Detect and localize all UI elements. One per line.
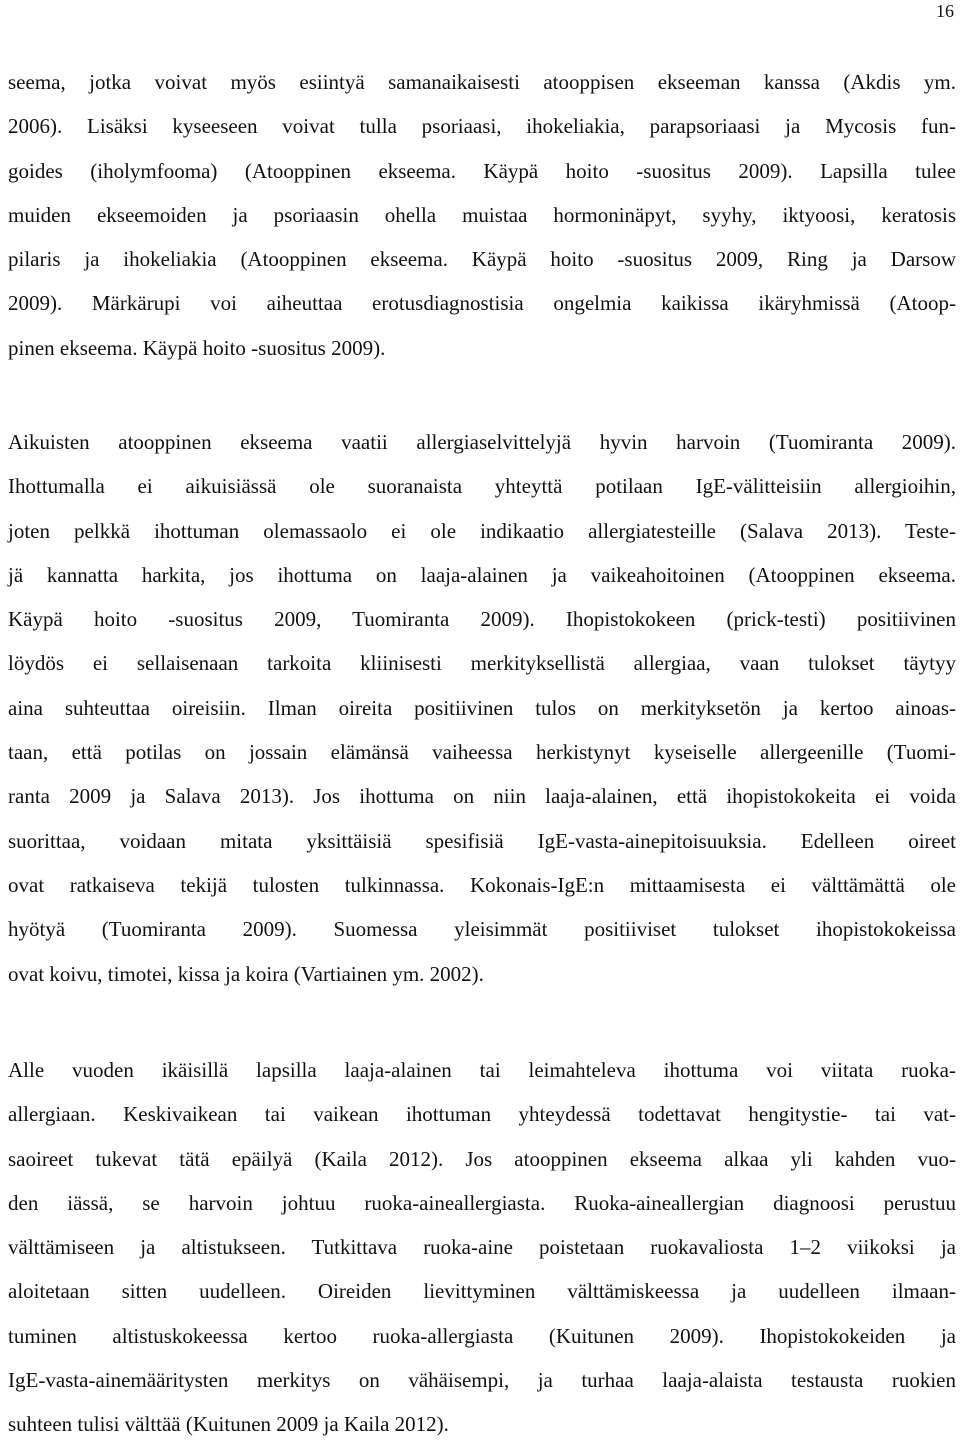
text-line: ovat koivu, timotei, kissa ja koira (Vartiainen ym. 2002). bbox=[8, 961, 484, 986]
page-number: 16 bbox=[936, 1, 954, 21]
text-line: pinen ekseema. Käypä hoito -suositus 2009). bbox=[8, 335, 386, 360]
paragraph-2 bbox=[8, 420, 956, 996]
text-line: Aikuisten atooppinen ekseema vaatii allergiaselvittelyjä hyvin harvoin (Tuomiranta 2009). bbox=[8, 430, 956, 454]
text-line: tuminen altistuskokeessa kertoo ruoka-allergiasta (Kuitunen 2009). Ihopistokokeiden ja bbox=[8, 1323, 956, 1348]
text-line: ovat ratkaiseva tekijä tulosten tulkinnassa. Kokonais-IgE:n mittaamisesta ei välttämättä ole bbox=[8, 872, 956, 897]
text-line: Käypä hoito -suositus 2009, Tuomiranta 2009). Ihopistokokeen (prick-testi) positiivinen bbox=[8, 607, 956, 632]
text-line: IgE-vasta-ainemääritysten merkitys on vähäisempi, ja turhaa laaja-alaista testausta ruokien bbox=[8, 1368, 956, 1393]
text-line: Alle vuoden ikäisillä lapsilla laaja-alainen tai leimahteleva ihottuma voi viitata ruoka- bbox=[8, 1058, 956, 1082]
paragraph-3 bbox=[8, 1048, 956, 1447]
text-line: 2006). Lisäksi kyseeseen voivat tulla psoriaasi, ihokeliakia, parapsoriaasi ja Mycosis fun- bbox=[8, 114, 956, 139]
text-line: joten pelkkä ihottuman olemassaolo ei ole indikaatio allergiatesteille (Salava 2013). Teste- bbox=[8, 518, 956, 543]
text-line: aloitetaan sitten uudelleen. Oireiden lievittyminen välttämiskeessa ja uudelleen ilmaan- bbox=[8, 1279, 956, 1304]
text-line: seema, jotka voivat myös esiintyä samanaikaisesti atooppisen ekseeman kanssa (Akdis ym. bbox=[8, 70, 956, 94]
text-line: suorittaa, voidaan mitata yksittäisiä spesifisiä IgE-vasta-ainepitoisuuksia. Edelleen oireet bbox=[8, 828, 956, 853]
text-line: löydös ei sellaisenaan tarkoita kliinisesti merkityksellistä allergiaa, vaan tulokset täytyy bbox=[8, 651, 956, 676]
text-line: välttämiseen ja altistukseen. Tutkittava ruoka-aine poistetaan ruokavaliosta 1–2 viikoksi ja bbox=[8, 1235, 956, 1260]
paragraph-1 bbox=[8, 60, 956, 370]
text-line: den iässä, se harvoin johtuu ruoka-aineallergiasta. Ruoka-aineallergian diagnoosi perustuu bbox=[8, 1190, 956, 1215]
text-line: Ihottumalla ei aikuisiässä ole suoranaista yhteyttä potilaan IgE-välitteisiin allergioihin, bbox=[8, 474, 956, 499]
text-line: taan, että potilas on jossain elämänsä vaiheessa herkistynyt kyseiselle allergeenille (Tuomi- bbox=[8, 740, 956, 765]
text-line: saoireet tukevat tätä epäilyä (Kaila 2012). Jos atooppinen ekseema alkaa yli kahden vuo- bbox=[8, 1146, 956, 1171]
text-line: hyötyä (Tuomiranta 2009). Suomessa yleisimmät positiiviset tulokset ihopistokokeissa bbox=[8, 917, 956, 942]
text-line: jä kannatta harkita, jos ihottuma on laaja-alainen ja vaikeahoitoinen (Atooppinen ekseema. bbox=[8, 562, 956, 587]
text-line: allergiaan. Keskivaikean tai vaikean ihottuman yhteydessä todettavat hengitystie- tai vat- bbox=[8, 1102, 956, 1127]
text-line: 2009). Märkärupi voi aiheuttaa erotusdiagnostisia ongelmia kaikissa ikäryhmissä (Atoop- bbox=[8, 291, 956, 316]
text-line: aina suhteuttaa oireisiin. Ilman oireita positiivinen tulos on merkityksetön ja kertoo ainoas- bbox=[8, 695, 956, 720]
text-line: muiden ekseemoiden ja psoriaasin ohella muistaa hormoninäpyt, syyhy, iktyoosi, keratosis bbox=[8, 202, 956, 227]
text-line: goides (iholymfooma) (Atooppinen ekseema. Käypä hoito -suositus 2009). Lapsilla tulee bbox=[8, 158, 956, 183]
text-line: suhteen tulisi välttää (Kuitunen 2009 ja Kaila 2012). bbox=[8, 1412, 449, 1437]
text-line: ranta 2009 ja Salava 2013). Jos ihottuma on niin laaja-alainen, että ihopistokokeita ei voida bbox=[8, 784, 956, 809]
text-line: pilaris ja ihokeliakia (Atooppinen ekseema. Käypä hoito -suositus 2009, Ring ja Darsow bbox=[8, 247, 956, 272]
